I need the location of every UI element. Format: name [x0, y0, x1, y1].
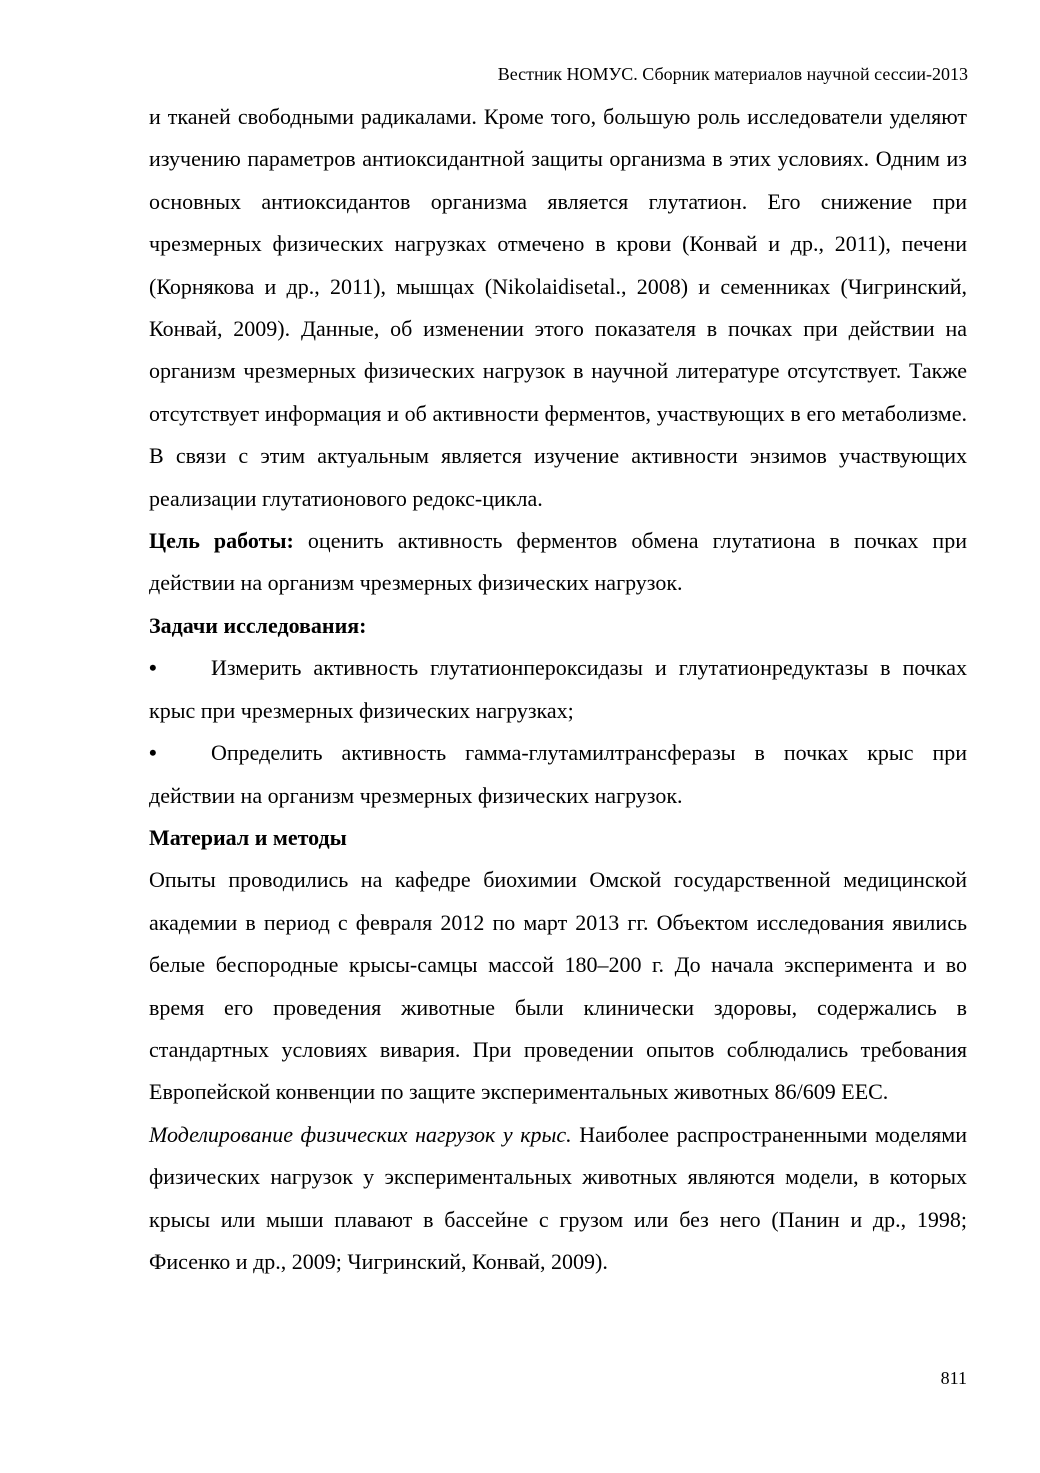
methods-heading: Материал и методы — [149, 824, 347, 850]
article-body — [149, 96, 967, 1283]
task-item-1-text: Измерить активность глутатионпероксидазы и глутатионредуктазы в почках крыс при чрезмерных физических нагрузках; — [149, 655, 967, 723]
methods-paragraph: Опыты проводились на кафедре биохимии Омской государственной медицинской академии в период с февраля 2012 по март 2013 гг. Объектом исследования явились белые беспородные крысы-самцы массой 180–200 г. До начала эксперимента и во время его проведения животные были клинически здоровы, содержались в стандартных условиях вивария. При проведении опытов соблюдались требования Европейской конвенции по защите экспериментальных животных 86/609 EEC. — [149, 867, 967, 1105]
modeling-text: Наиболее распространенными моделями физических нагрузок у экспериментальных животных являются модели, в которых крысы или мыши плавают в бассейне с грузом или без него (Панин и др., 1998; Фисенко и др., 2009; Чигринский, Конвай, 2009). — [149, 1121, 967, 1274]
running-header: Вестник НОМУС. Сборник материалов научной сессии-2013 — [497, 64, 968, 84]
modeling-label: Моделирование физических нагрузок у крыс. — [149, 1121, 572, 1147]
aim-label: Цель работы: — [149, 528, 294, 554]
tasks-heading: Задачи исследования: — [149, 612, 367, 638]
page-number: 811 — [940, 1368, 967, 1388]
intro-paragraph: и тканей свободными радикалами. Кроме того, большую роль исследователи уделяют изучению параметров антиоксидантной защиты организма в этих условиях. Одним из основных антиоксидантов организма является глутатион. Его снижение при чрезмерных физических нагрузках отмечено в крови (Конвай и др., 2011), печени (Корнякова и др., 2011), мышцах (Nikolaidisetal., 2008) и семенниках (Чигринский, Конвай, 2009). Данные, об изменении этого показателя в почках при действии на организм чрезмерных физических нагрузок в научной литературе отсутствует. Также отсутствует информация и об активности ферментов, участвующих в его метаболизме. В связи с этим актуальным является изучение активности энзимов участвующих реализации глутатионового редокс-цикла. — [149, 104, 967, 511]
bullet-icon: • — [149, 740, 157, 766]
bullet-icon: • — [149, 655, 157, 681]
modeling-paragraph — [149, 1114, 967, 1284]
task-item-1 — [149, 647, 967, 732]
task-item-2 — [149, 732, 967, 817]
aim-paragraph — [149, 520, 967, 605]
task-item-2-text: Определить активность гамма-глутамилтрансферазы в почках крыс при действии на организм чрезмерных физических нагрузок. — [149, 740, 967, 808]
aim-text: оценить активность ферментов обмена глутатиона в почках при действии на организм чрезмерных физических нагрузок. — [149, 528, 967, 596]
